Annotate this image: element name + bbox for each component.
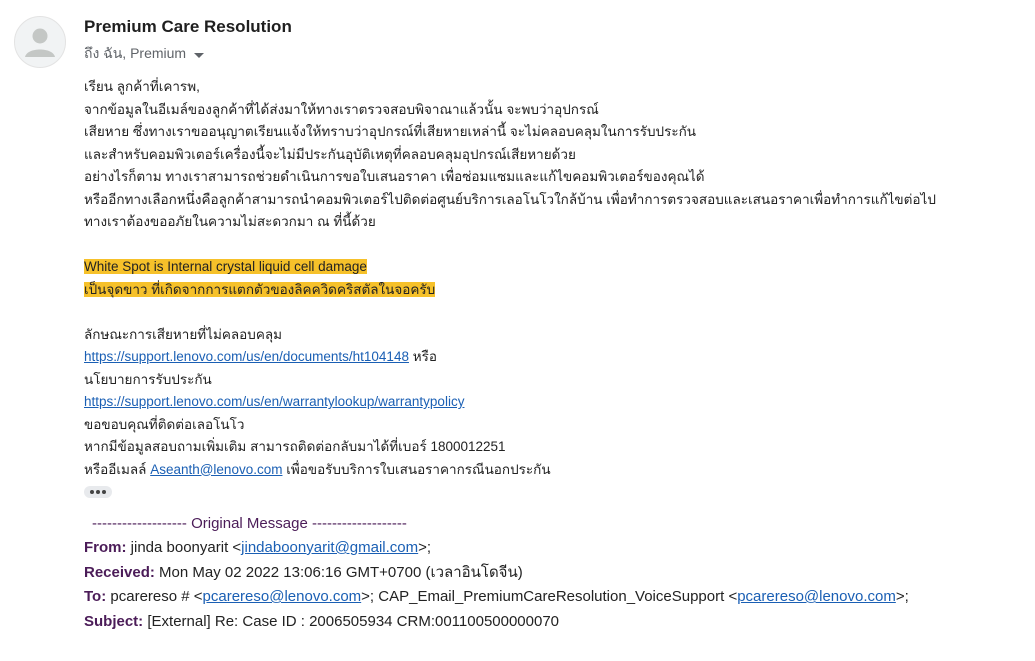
subject-line — [84, 610, 1014, 635]
body-line: จากข้อมูลในอีเมล์ของลูกค้าที่ได้ส่งมาให้ทางเราตรวจสอบพิจาณาแล้วนั้น จะพบว่าอุปกรณ์ — [84, 101, 599, 117]
recipient-line[interactable] — [84, 43, 204, 65]
received-line — [84, 561, 1014, 586]
email-suffix: เพื่อขอรับบริการใบเสนอราคากรณีนอกประกัน — [282, 461, 551, 477]
phone-line: หากมีข้อมูลสอบถามเพิ่มเติม สามารถติดต่อกลับมาได้ที่เบอร์ 1800012251 — [84, 439, 506, 454]
highlight-thai: เป็นจุดขาว ที่เกิดจากการแตกตัวของลิคควิดคริสตัลในจอครับ — [84, 281, 436, 297]
to-email-link[interactable]: pcarereso@lenovo.com — [202, 588, 362, 605]
from-label: From: — [84, 539, 127, 556]
from-end: >; — [418, 539, 432, 556]
received-value: Mon May 02 2022 13:06:16 GMT+0700 (เวลาอินโดจีน) — [154, 563, 523, 581]
body-line: และสำหรับคอมพิวเตอร์เครื่องนี้จะไม่มีประกันอุบัติเหตุที่คลอบคลุมอุปกรณ์เสียหายด้วย — [84, 146, 576, 162]
subject-label: Subject: — [84, 612, 144, 630]
to-email-link-2[interactable]: pcarereso@lenovo.com — [737, 588, 896, 605]
to-label: To: — [84, 588, 107, 605]
subject-value: [External] Re: Case ID : 2006505934 CRM:001100500000070 — [143, 612, 560, 630]
body-line: ทางเราต้องขออภัยในความไม่สะดวกมา ณ ที่นี้ด้วย — [84, 214, 376, 229]
from-name: jinda boonyarit < — [126, 539, 242, 556]
body-line: เสียหาย ซึ่งทางเราขออนุญาตเรียนแจ้งให้ทราบว่าอุปกรณ์ที่เสียหายเหล่านี้ จะไม่คลอบคลุมในการรับประกัน — [84, 124, 697, 139]
highlight-english: White Spot is Internal crystal liquid cell damage — [84, 259, 367, 274]
body-line: อย่างไรก็ตาม ทางเราสามารถช่วยดำเนินการขอใบเสนอราคา เพื่อซ่อมแซมและแก้ไขคอมพิวเตอร์ของคุณได้ — [84, 169, 705, 184]
email-body — [84, 76, 1014, 634]
email-link[interactable]: Aseanth@lenovo.com — [150, 461, 283, 477]
original-separator: ------------------- Original Message ------------------- — [92, 514, 407, 532]
person-icon — [15, 17, 65, 67]
to-end: >; — [895, 588, 909, 605]
original-message — [84, 512, 1014, 635]
from-email-link[interactable]: jindaboonyarit@gmail.com — [241, 539, 419, 556]
policy-link[interactable]: https://support.lenovo.com/us/en/warrantylookup/warrantypolicy — [84, 394, 465, 409]
to-mid: >; CAP_Email_PremiumCareResolution_VoiceSupport < — [361, 588, 738, 605]
email-prefix: หรืออีเมลล์ — [84, 461, 151, 477]
thanks-line: ขอขอบคุณที่ติดต่อเลอโนโว — [84, 416, 245, 432]
received-label: Received: — [84, 563, 155, 581]
to-name: pcarereso # < — [106, 588, 203, 605]
recipient-text: ถึง ฉัน, Premium — [84, 45, 187, 61]
sender-name: Premium Care Resolution — [84, 17, 292, 36]
body-line-greeting: เรียน ลูกค้าที่เคารพ, — [84, 79, 200, 94]
avatar[interactable] — [14, 16, 66, 68]
body-line: หรืออีกทางเลือกหนึ่งคือลูกค้าสามารถนำคอมพิวเตอร์ไปติดต่อศูนย์บริการเลอโนโวใกล้บ้าน เพื่อทำการตรวจสอบและเสนอราคาเพื่อทำการแก้ไขต่อไป — [84, 191, 936, 207]
damage-label: ลักษณะการเสียหายที่ไม่คลอบคลุม — [84, 326, 283, 342]
damage-link[interactable]: https://support.lenovo.com/us/en/documents/ht104148 — [84, 349, 409, 364]
to-line — [84, 585, 1014, 610]
from-line — [84, 536, 1014, 561]
damage-suffix: หรือ — [408, 349, 437, 364]
ellipsis-icon[interactable] — [84, 486, 112, 498]
policy-label: นโยบายการรับประกัน — [84, 371, 212, 387]
caret-down-icon[interactable] — [194, 53, 204, 58]
